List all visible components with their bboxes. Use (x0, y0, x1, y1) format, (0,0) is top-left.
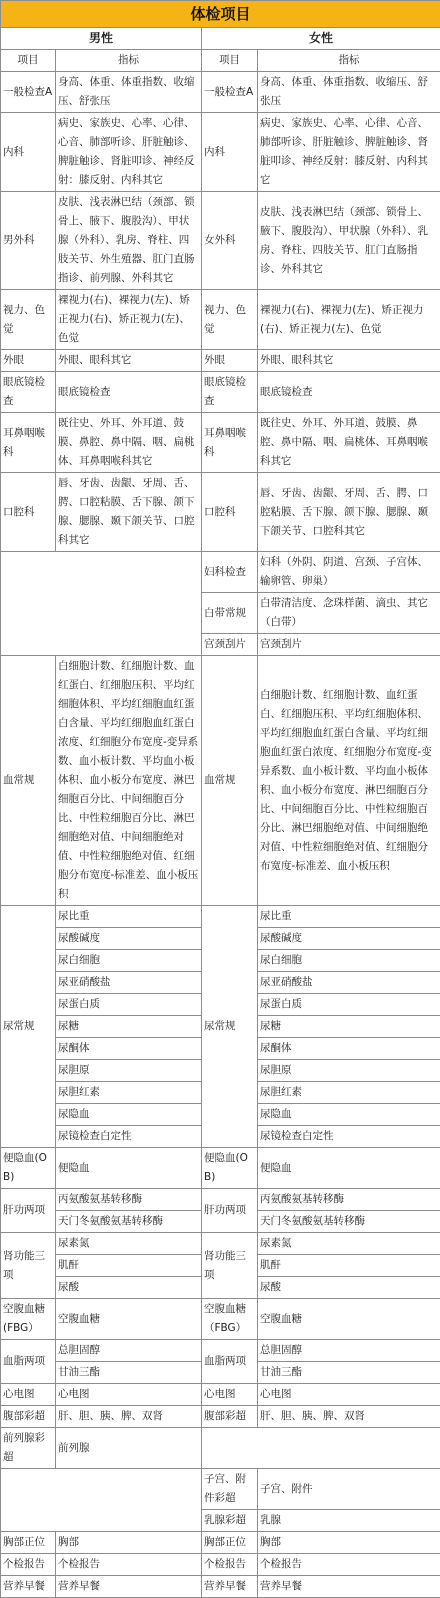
male-item: 便隐血(OB) (1, 1148, 56, 1189)
male-item: 视力、色觉 (1, 290, 56, 350)
male-indicator: 尿胆红素 (56, 1082, 202, 1104)
female-indicator: 天门冬氨酸氨基转移酶 (258, 1211, 440, 1233)
male-item-header: 项目 (1, 50, 56, 72)
female-indicator: 尿酸碱度 (258, 928, 440, 950)
female-indicator: 病史、家族史、心率、心律、心音、肺部听诊、肝脏触诊、脾脏触诊、肾脏叩诊、神经反射：膝反射、内科其它 (258, 113, 440, 192)
male-item: 内科 (1, 113, 56, 192)
female-indicator: 肝、胆、胰、脾、双肾 (258, 1406, 440, 1428)
female-indicator: 皮肤、浅表淋巴结（颈部、锁骨上、腋下、腹股沟）、甲状腺（外科）、乳房、脊柱、四肢关节、肛门直肠指诊、外科其它 (258, 192, 440, 290)
male-indicator: 空腹血糖 (56, 1299, 202, 1340)
female-item: 口腔科 (202, 473, 258, 552)
female-indicator: 营养早餐 (258, 1576, 440, 1598)
male-header: 男性 (1, 28, 202, 50)
male-item: 肝功两项 (1, 1189, 56, 1233)
female-indicator: 个检报告 (258, 1554, 440, 1576)
female-indicator: 尿酮体 (258, 1038, 440, 1060)
table-row (1, 72, 440, 113)
female-item: 营养早餐 (202, 1576, 258, 1598)
table-row (1, 192, 440, 290)
male-indicator: 身高、体重、体重指数、收缩压、舒张压 (56, 72, 202, 113)
female-item: 视力、色觉 (202, 290, 258, 350)
male-empty-cell (1, 552, 202, 656)
female-item: 女外科 (202, 192, 258, 290)
male-indicator: 尿酸 (56, 1277, 202, 1299)
male-indicator: 肝、胆、胰、脾、双肾 (56, 1406, 202, 1428)
female-item: 心电图 (202, 1384, 258, 1406)
male-indicator: 尿酮体 (56, 1038, 202, 1060)
female-indicator: 丙氨酸氨基转移酶 (258, 1189, 440, 1211)
male-indicator: 眼底镜检查 (56, 372, 202, 413)
female-indicator: 空腹血糖 (258, 1299, 440, 1340)
female-indicator: 尿白细胞 (258, 950, 440, 972)
table-row (1, 1554, 440, 1576)
female-item: 内科 (202, 113, 258, 192)
male-item: 空腹血糖(FBG） (1, 1299, 56, 1340)
table-row (1, 656, 440, 906)
male-item: 眼底镜检查 (1, 372, 56, 413)
male-indicator: 既往史、外耳、外耳道、鼓膜、鼻腔、鼻中隔、咽、扁桃体、耳鼻咽喉科其它 (56, 413, 202, 473)
male-indicator: 营养早餐 (56, 1576, 202, 1598)
female-item: 个检报告 (202, 1554, 258, 1576)
male-indicator: 尿糖 (56, 1016, 202, 1038)
table-row (1, 1406, 440, 1428)
female-indicator: 肌酐 (258, 1255, 440, 1277)
female-item: 尿常规 (202, 906, 258, 1148)
male-item: 耳鼻咽喉科 (1, 413, 56, 473)
table-row (1, 1189, 440, 1211)
female-indicator: 白细胞计数、红细胞计数、血红蛋白、红细胞压积、平均红细胞体积、平均红细胞血红蛋白含量、平均红细胞血红蛋白浓度、红细胞分布宽度-变异系数、血小板计数、平均血小板体积、血小板分布宽度、淋巴细胞百分比、中间细胞百分比、中性粒细胞百分比、淋巴细胞绝对值、中间细胞绝对值、中性粒细胞绝对值、红细胞分布宽度-标准差、血小板压积 (258, 656, 440, 906)
male-indicator: 个检报告 (56, 1554, 202, 1576)
female-indicator: 尿素氮 (258, 1233, 440, 1255)
male-indicator: 便隐血 (56, 1148, 202, 1189)
female-item: 白带常规 (202, 593, 258, 634)
female-item: 空腹血糖（FBG） (202, 1299, 258, 1340)
male-indicator: 前列腺 (56, 1428, 202, 1469)
male-indicator: 尿镜检查白定性 (56, 1126, 202, 1148)
female-indicator: 尿隐血 (258, 1104, 440, 1126)
female-item: 腹部彩超 (202, 1406, 258, 1428)
male-indicator: 天门冬氨酸氨基转移酶 (56, 1211, 202, 1233)
title-row (1, 1, 440, 28)
male-item: 一般检查A (1, 72, 56, 113)
female-indicator: 尿酸 (258, 1277, 440, 1299)
table-row (1, 1384, 440, 1406)
female-item: 宫颈刮片 (202, 634, 258, 656)
table-row (1, 1469, 440, 1510)
table-row (1, 1340, 440, 1362)
gender-header-row (1, 28, 440, 50)
female-indicator: 外眼、眼科其它 (258, 350, 440, 372)
female-indicator: 白带清洁度、念珠样菌、滴虫、其它（白带） (258, 593, 440, 634)
female-item: 肾功能三项 (202, 1233, 258, 1299)
male-indicator: 尿胆原 (56, 1060, 202, 1082)
male-item: 血常规 (1, 656, 56, 906)
male-indicator: 尿蛋白质 (56, 994, 202, 1016)
male-item: 营养早餐 (1, 1576, 56, 1598)
male-item: 血脂两项 (1, 1340, 56, 1384)
table-row (1, 473, 440, 552)
female-indicator: 既往史、外耳、外耳道、鼓膜、鼻腔、鼻中隔、咽、扁桃体、耳鼻咽喉科其它 (258, 413, 440, 473)
table-row (1, 552, 440, 593)
male-indicator: 总胆固醇 (56, 1340, 202, 1362)
table-row (1, 290, 440, 350)
female-item: 血脂两项 (202, 1340, 258, 1384)
female-item-header: 项目 (202, 50, 258, 72)
female-item: 便隐血(OB) (202, 1148, 258, 1189)
table-row (1, 413, 440, 473)
female-item: 眼底镜检查 (202, 372, 258, 413)
female-item: 子宫、附件彩超 (202, 1469, 258, 1510)
male-indicator: 丙氨酸氨基转移酶 (56, 1189, 202, 1211)
male-item: 心电图 (1, 1384, 56, 1406)
female-indicator: 尿比重 (258, 906, 440, 928)
female-indicator: 尿亚硝酸盐 (258, 972, 440, 994)
male-indicator: 尿白细胞 (56, 950, 202, 972)
table-row (1, 1299, 440, 1340)
table-row (1, 1576, 440, 1598)
female-indicator: 裸视力(右)、裸视力(左)、矫正视力(右)、矫正视力(左)、色觉 (258, 290, 440, 350)
column-header-row (1, 50, 440, 72)
table-row (1, 350, 440, 372)
female-indicator-header: 指标 (258, 50, 440, 72)
male-indicator: 白细胞计数、红细胞计数、血红蛋白、红细胞压积、平均红细胞体积、平均红细胞血红蛋白含量、平均红细胞血红蛋白浓度、红细胞分布宽度-变异系数、血小板计数、平均血小板体积、血小板分布宽度、淋巴细胞百分比、中间细胞百分比、中性粒细胞百分比、淋巴细胞绝对值、中间细胞绝对值、中性粒细胞绝对值、红细胞分布宽度-标准差、血小板压积 (56, 656, 202, 906)
male-indicator: 病史、家族史、心率、心律、心音、肺部听诊、肝脏触诊、脾脏触诊、肾脏叩诊、神经反射：膝反射、内科其它 (56, 113, 202, 192)
male-item: 口腔科 (1, 473, 56, 552)
table-row (1, 372, 440, 413)
male-indicator-header: 指标 (56, 50, 202, 72)
female-indicator: 心电图 (258, 1384, 440, 1406)
female-indicator: 乳腺 (258, 1510, 440, 1532)
female-indicator: 尿蛋白质 (258, 994, 440, 1016)
male-indicator: 裸视力(右)、裸视力(左)、矫正视力(右)、矫正视力(左)、色觉 (56, 290, 202, 350)
female-indicator: 总胆固醇 (258, 1340, 440, 1362)
table-row (1, 906, 440, 928)
male-item: 男外科 (1, 192, 56, 290)
table-row (1, 1148, 440, 1189)
male-indicator: 尿亚硝酸盐 (56, 972, 202, 994)
female-indicator: 眼底镜检查 (258, 372, 440, 413)
male-indicator: 胸部 (56, 1532, 202, 1554)
male-item: 外眼 (1, 350, 56, 372)
male-indicator: 皮肤、浅表淋巴结（颈部、锁骨上、腋下、腹股沟）、甲状腺（外科）、乳房、脊柱、四肢关节、外生殖器、肛门直肠指诊、前列腺、外科其它 (56, 192, 202, 290)
female-item: 血常规 (202, 656, 258, 906)
female-item: 妇科检查 (202, 552, 258, 593)
female-indicator: 尿胆红素 (258, 1082, 440, 1104)
male-item: 个检报告 (1, 1554, 56, 1576)
female-indicator: 唇、牙齿、齿龈、牙周、舌、腭、口腔粘膜、舌下腺、颌下腺、腮腺、颞下颌关节、口腔科其它 (258, 473, 440, 552)
female-item: 乳腺彩超 (202, 1510, 258, 1532)
male-indicator: 心电图 (56, 1384, 202, 1406)
female-indicator: 身高、体重、体重指数、收缩压、舒张压 (258, 72, 440, 113)
male-indicator: 尿隐血 (56, 1104, 202, 1126)
table-row (1, 1428, 440, 1469)
table-title: 体检项目 (1, 1, 440, 28)
female-indicator: 子宫、附件 (258, 1469, 440, 1510)
table-row (1, 1532, 440, 1554)
female-item: 耳鼻咽喉科 (202, 413, 258, 473)
male-item: 腹部彩超 (1, 1406, 56, 1428)
female-indicator: 尿糖 (258, 1016, 440, 1038)
female-indicator: 妇科（外阴、阴道、宫颈、子宫体、输卵管、卵巢） (258, 552, 440, 593)
male-indicator: 唇、牙齿、齿龈、牙周、舌、腭、口腔粘膜、舌下腺、颌下腺、腮腺、颞下颌关节、口腔科其它 (56, 473, 202, 552)
female-indicator: 胸部 (258, 1532, 440, 1554)
table-row (1, 113, 440, 192)
female-item: 一般检查A (202, 72, 258, 113)
male-item: 胸部正位 (1, 1532, 56, 1554)
male-item: 前列腺彩超 (1, 1428, 56, 1469)
female-empty-cell (202, 1428, 440, 1469)
male-indicator: 尿酸碱度 (56, 928, 202, 950)
male-indicator: 外眼、眼科其它 (56, 350, 202, 372)
female-indicator: 宫颈刮片 (258, 634, 440, 656)
female-item: 胸部正位 (202, 1532, 258, 1554)
male-item: 肾功能三项 (1, 1233, 56, 1299)
table-row (1, 1233, 440, 1255)
male-empty-cell (1, 1469, 202, 1532)
male-indicator: 甘油三酯 (56, 1362, 202, 1384)
female-item: 外眼 (202, 350, 258, 372)
female-indicator: 便隐血 (258, 1148, 440, 1189)
male-item: 尿常规 (1, 906, 56, 1148)
female-indicator: 尿胆原 (258, 1060, 440, 1082)
female-item: 肝功两项 (202, 1189, 258, 1233)
male-indicator: 尿素氮 (56, 1233, 202, 1255)
male-indicator: 尿比重 (56, 906, 202, 928)
male-indicator: 肌酐 (56, 1255, 202, 1277)
female-indicator: 甘油三酯 (258, 1362, 440, 1384)
female-indicator: 尿镜检查白定性 (258, 1126, 440, 1148)
female-header: 女性 (202, 28, 440, 50)
